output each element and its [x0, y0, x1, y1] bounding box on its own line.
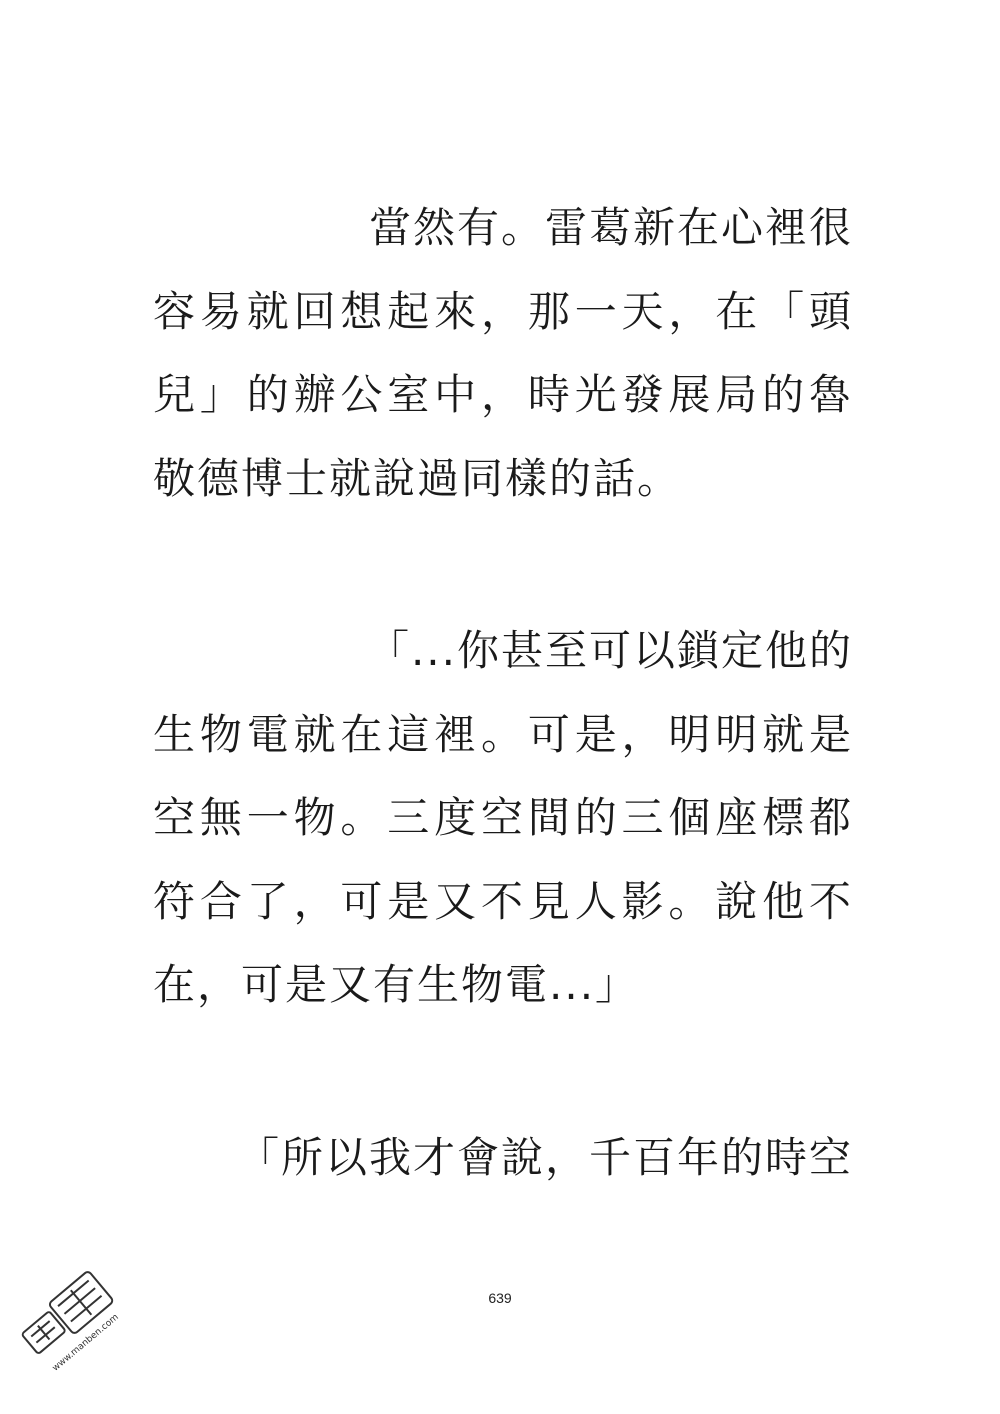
paragraph-line: 當然有。雷葛新在心裡很: [368, 203, 853, 252]
paragraph-line: 在，可是又有生物電...」: [153, 960, 640, 1010]
paragraph-line: 兒」的辦公室中，時光發展局的魯: [153, 370, 853, 420]
manben-watermark-logo: [10, 1248, 150, 1398]
paragraph-line: 「...你甚至可以鎖定他的: [366, 626, 853, 675]
paragraph-line: 生物電就在這裡。可是，明明就是: [153, 709, 853, 759]
paragraph-1: [153, 186, 853, 520]
paragraph-line: 敬德博士就說過同樣的話。: [153, 453, 682, 503]
paragraph-line: 容易就回想起來，那一天，在「頭: [153, 286, 853, 336]
paragraph-3: [153, 1116, 853, 1200]
svg-text:www.manben.com: www.manben.com: [50, 1312, 121, 1374]
paragraph-2: [153, 609, 853, 1027]
paragraph-line: 「所以我才會說，千百年的時空: [236, 1133, 853, 1182]
paragraph-line: 空無一物。三度空間的三個座標都: [153, 793, 853, 843]
page-number: 639: [488, 1290, 512, 1306]
paragraph-line: 符合了，可是又不見人影。說他不: [153, 876, 853, 926]
